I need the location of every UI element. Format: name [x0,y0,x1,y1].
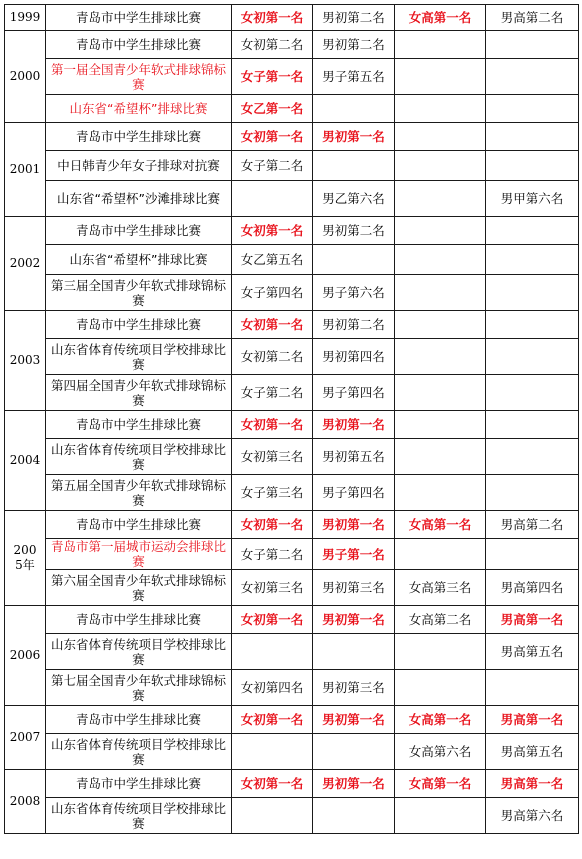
year-cell: 2002 [5,217,46,311]
result-cell: 女子第四名 [232,275,313,311]
table-row [5,511,579,539]
competition-name: 山东省“希望杯”排球比赛 [46,95,232,123]
competition-name: 青岛市中学生排球比赛 [46,311,232,339]
table-row [5,311,579,339]
table-row [5,95,579,123]
year-cell: 2008 [5,770,46,834]
competition-name: 山东省“希望杯”排球比赛 [46,245,232,275]
table-row [5,151,579,181]
result-cell [395,59,486,95]
competition-name: 山东省体育传统项目学校排球比赛 [46,734,232,770]
competition-name: 山东省“希望杯”沙滩排球比赛 [46,181,232,217]
competition-name: 山东省体育传统项目学校排球比赛 [46,439,232,475]
result-cell: 女乙第五名 [232,245,313,275]
competition-name: 青岛市中学生排球比赛 [46,511,232,539]
competition-name: 青岛市中学生排球比赛 [46,31,232,59]
result-cell [486,31,579,59]
result-cell [395,439,486,475]
table-row [5,245,579,275]
competition-name: 青岛市中学生排球比赛 [46,606,232,634]
result-cell: 男初第二名 [313,311,395,339]
table-row [5,31,579,59]
result-cell: 女初第一名 [232,311,313,339]
competition-name: 第三届全国青少年软式排球锦标赛 [46,275,232,311]
result-cell: 女初第二名 [232,339,313,375]
result-cell [486,123,579,151]
year-cell: 2004 [5,411,46,511]
year-cell: 2005年 [5,511,46,606]
result-cell: 女高第一名 [395,770,486,798]
result-cell: 男初第一名 [313,706,395,734]
result-cell [395,311,486,339]
result-cell: 男初第一名 [313,606,395,634]
year-cell: 2007 [5,706,46,770]
table-row [5,539,579,570]
result-cell: 男初第二名 [313,217,395,245]
result-cell: 女高第三名 [395,570,486,606]
year-cell: 2000 [5,31,46,123]
result-cell [232,181,313,217]
result-cell [395,181,486,217]
result-cell: 男子第五名 [313,59,395,95]
result-cell: 女高第六名 [395,734,486,770]
result-cell: 男初第二名 [313,31,395,59]
competition-name: 青岛市中学生排球比赛 [46,706,232,734]
year-cell: 2003 [5,311,46,411]
competition-name: 山东省体育传统项目学校排球比赛 [46,798,232,834]
result-cell: 男高第二名 [486,511,579,539]
result-cell: 男初第一名 [313,411,395,439]
result-cell: 女初第一名 [232,411,313,439]
result-cell [232,798,313,834]
result-cell: 男初第二名 [313,5,395,31]
competition-name: 青岛市中学生排球比赛 [46,5,232,31]
result-cell: 女子第一名 [232,59,313,95]
table-row [5,634,579,670]
result-cell [313,245,395,275]
table-row [5,734,579,770]
result-cell: 女初第一名 [232,5,313,31]
competition-name: 中日韩青少年女子排球对抗赛 [46,151,232,181]
result-cell: 男高第四名 [486,570,579,606]
competition-name: 青岛市第一届城市运动会排球比赛 [46,539,232,570]
result-cell [313,734,395,770]
competition-name: 第一届全国青少年软式排球锦标赛 [46,59,232,95]
result-cell: 女初第一名 [232,770,313,798]
table-row [5,123,579,151]
result-cell: 男高第五名 [486,634,579,670]
result-cell: 女高第二名 [395,606,486,634]
result-cell: 男子第六名 [313,275,395,311]
result-cell: 男初第一名 [313,123,395,151]
year-cell: 2006 [5,606,46,706]
result-cell [395,275,486,311]
result-cell: 男初第一名 [313,511,395,539]
result-cell: 男高第二名 [486,5,579,31]
result-cell: 男子第四名 [313,375,395,411]
result-cell [395,475,486,511]
result-cell: 女初第一名 [232,511,313,539]
result-cell [486,670,579,706]
result-cell [486,275,579,311]
result-cell: 男高第一名 [486,770,579,798]
table-row [5,411,579,439]
result-cell [486,245,579,275]
table-row [5,375,579,411]
table-row [5,706,579,734]
result-cell: 女子第三名 [232,475,313,511]
result-cell [395,798,486,834]
result-cell [232,734,313,770]
result-cell: 女初第三名 [232,439,313,475]
result-cell: 女高第一名 [395,5,486,31]
result-cell [486,475,579,511]
competition-name: 第六届全国青少年软式排球锦标赛 [46,570,232,606]
result-cell [395,95,486,123]
result-cell [486,311,579,339]
result-cell [486,95,579,123]
table-row [5,770,579,798]
result-cell [395,123,486,151]
result-cell: 女初第一名 [232,606,313,634]
result-cell: 女初第一名 [232,706,313,734]
competition-name: 青岛市中学生排球比赛 [46,123,232,151]
competition-name: 第七届全国青少年软式排球锦标赛 [46,670,232,706]
table-row [5,59,579,95]
result-cell [395,217,486,245]
result-cell: 男子第一名 [313,539,395,570]
result-cell [486,217,579,245]
result-cell [486,539,579,570]
result-cell: 男乙第六名 [313,181,395,217]
table-row [5,217,579,245]
result-cell [395,245,486,275]
result-cell: 女高第一名 [395,706,486,734]
result-cell: 男高第一名 [486,606,579,634]
result-cell [395,31,486,59]
year-cell: 1999 [5,5,46,31]
result-cell [395,634,486,670]
result-cell: 女初第一名 [232,123,313,151]
table-row [5,339,579,375]
competition-name: 第四届全国青少年软式排球锦标赛 [46,375,232,411]
table-row [5,570,579,606]
result-cell [395,670,486,706]
result-cell: 女子第二名 [232,539,313,570]
result-cell: 男初第四名 [313,339,395,375]
table-row [5,798,579,834]
result-cell [486,439,579,475]
result-cell: 女初第二名 [232,31,313,59]
result-cell [486,151,579,181]
table-row [5,5,579,31]
table-row [5,275,579,311]
result-cell [313,151,395,181]
result-cell: 男子第四名 [313,475,395,511]
result-cell: 女子第二名 [232,375,313,411]
result-cell [395,375,486,411]
result-cell [486,339,579,375]
results-table [4,4,579,834]
table-row [5,670,579,706]
result-cell [313,634,395,670]
result-cell: 女初第三名 [232,570,313,606]
result-cell: 男甲第六名 [486,181,579,217]
result-cell: 男初第一名 [313,770,395,798]
table-row [5,475,579,511]
table-row [5,606,579,634]
result-cell [313,95,395,123]
result-cell: 男高第六名 [486,798,579,834]
result-cell: 男初第三名 [313,570,395,606]
result-cell: 男高第一名 [486,706,579,734]
result-cell [395,411,486,439]
result-cell: 男初第三名 [313,670,395,706]
competition-name: 青岛市中学生排球比赛 [46,411,232,439]
competition-name: 山东省体育传统项目学校排球比赛 [46,339,232,375]
result-cell [313,798,395,834]
table-row [5,181,579,217]
competition-name: 青岛市中学生排球比赛 [46,770,232,798]
competition-name: 山东省体育传统项目学校排球比赛 [46,634,232,670]
result-cell: 女初第四名 [232,670,313,706]
year-cell: 2001 [5,123,46,217]
table-row [5,439,579,475]
result-cell: 女子第二名 [232,151,313,181]
result-cell: 男高第五名 [486,734,579,770]
result-cell: 男初第五名 [313,439,395,475]
result-cell [395,539,486,570]
result-cell [486,375,579,411]
competition-name: 青岛市中学生排球比赛 [46,217,232,245]
result-cell: 女乙第一名 [232,95,313,123]
result-cell [486,411,579,439]
result-cell [395,151,486,181]
result-cell: 女高第一名 [395,511,486,539]
result-cell: 女初第一名 [232,217,313,245]
result-cell [232,634,313,670]
result-cell [395,339,486,375]
competition-name: 第五届全国青少年软式排球锦标赛 [46,475,232,511]
result-cell [486,59,579,95]
